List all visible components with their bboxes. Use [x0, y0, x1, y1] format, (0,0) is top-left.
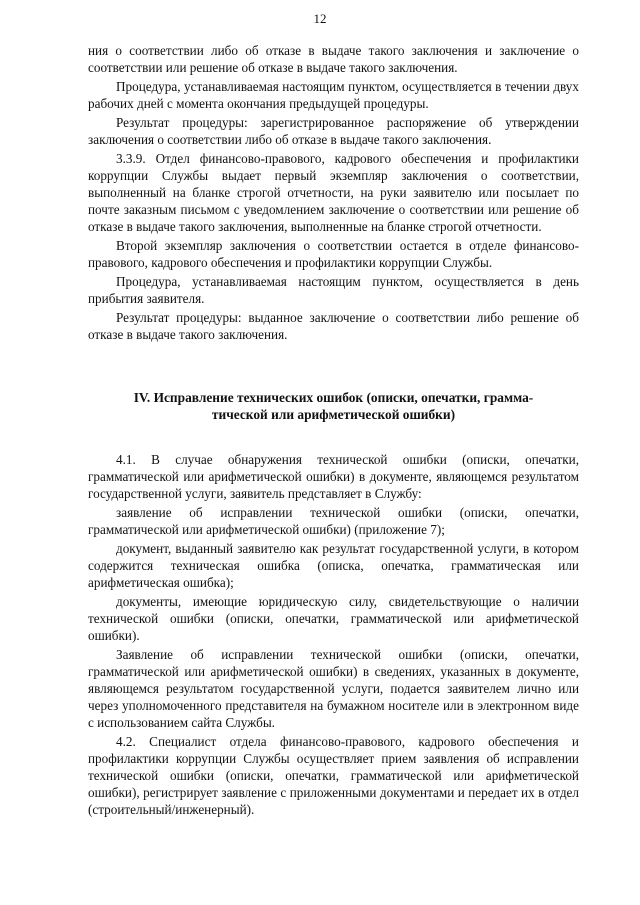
paragraph: ния о соответствии либо об отказе в выдаче такого заключения и заключение о соответствии или решение об отказе в выдаче такого заключения.	[88, 43, 579, 75]
paragraph: Второй экземпляр заключения о соответствии остается в отделе финансово-правового, кадрового обеспечения и профилактики коррупции Службы.	[88, 238, 579, 270]
section-heading	[88, 389, 579, 423]
paragraph: 4.1. В случае обнаружения технической ошибки (описки, опечатки, грамматической или арифметической ошибки) в документе, являющемся результатом государственной услуги, заявитель представляет в Службу:	[88, 452, 579, 501]
paragraph: Заявление об исправлении технической ошибки (описки, опечатки, грамматической или арифметической ошибки) в сведениях, указанных в документе, являющемся результатом государственной услуги, подается заявителем лично или через уполномоченного представителя на бумажном носителе или в электронном виде с использованием сайта Службы.	[88, 647, 579, 730]
paragraphs-after-section	[88, 451, 579, 818]
paragraph: Процедура, устанавливаемая настоящим пунктом, осуществляется в день прибытия заявителя.	[88, 274, 579, 306]
paragraph: Результат процедуры: выданное заключение о соответствии либо решение об отказе в выдаче такого заключения.	[88, 310, 579, 342]
page-number: 12	[313, 11, 327, 26]
paragraph: Процедура, устанавливаемая настоящим пунктом, осуществляется в течении двух рабочих дней с момента окончания предыдущей процедуры.	[88, 79, 579, 111]
paragraph: Результат процедуры: зарегистрированное распоряжение об утверждении заключения о соответствии либо об отказе в выдаче такого заключения.	[88, 115, 579, 147]
section-heading-line-2: тической или арифметической ошибки)	[211, 407, 456, 422]
paragraph: документ, выданный заявителю как результат государственной услуги, в котором содержится техническая ошибка (описка, опечатка, грамматическая или арифметическая ошибка);	[88, 541, 579, 590]
paragraphs-before-section	[88, 42, 579, 343]
document-body	[88, 42, 579, 820]
paragraph: 3.3.9. Отдел финансово-правового, кадрового обеспечения и профилактики коррупции Службы выдает первый экземпляр заключения о соответствии, выполненный на бланке строгой отчетности, на руки заявителю или посылает по почте заказным письмом с уведомлением заключение о соответствии или решение об отказе в выдаче такого заключения, выполненные на бланке строгой отчетности.	[88, 151, 579, 234]
paragraph: документы, имеющие юридическую силу, свидетельствующие о наличии технической ошибки (описки, опечатки, грамматической или арифметической ошибки).	[88, 594, 579, 643]
paragraph: 4.2. Специалист отдела финансово-правового, кадрового обеспечения и профилактики коррупции Службы осуществляет прием заявления об исправлении технической ошибки (описки, опечатки, грамматической или арифметической ошибки), регистрирует заявление с приложенными документами и передает их в отдел (строительный/инженерный).	[88, 734, 579, 817]
paragraph: заявление об исправлении технической ошибки (описки, опечатки, грамматической или арифметической ошибки) (приложение 7);	[88, 505, 579, 537]
section-heading-line-1: IV. Исправление технических ошибок (описки, опечатки, грамма-	[133, 390, 534, 405]
